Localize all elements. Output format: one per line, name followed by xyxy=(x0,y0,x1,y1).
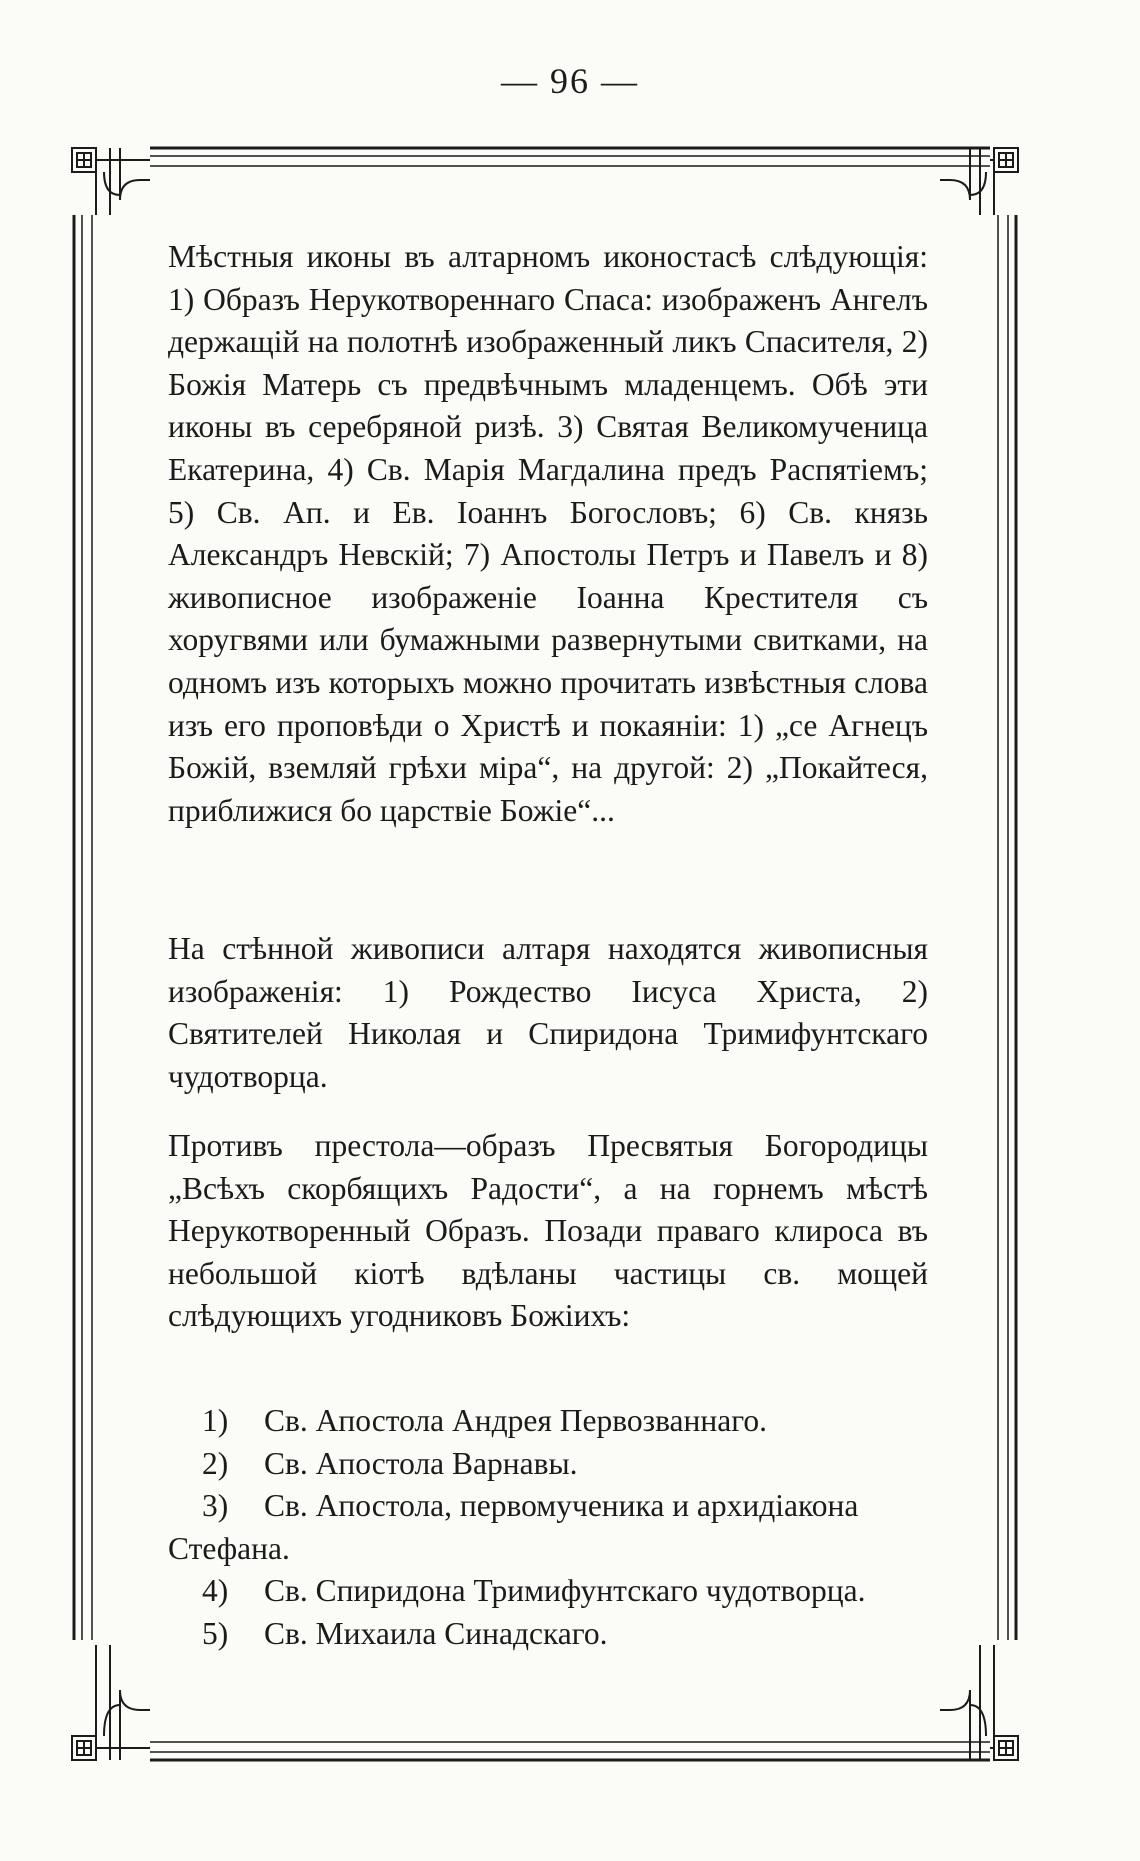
list-item xyxy=(168,1613,928,1656)
corner-ornament-top-right xyxy=(940,148,1018,215)
list-item-number: 2) xyxy=(202,1445,229,1481)
list-item-number: 4) xyxy=(202,1573,229,1609)
list-item-number: 5) xyxy=(202,1615,229,1651)
paragraph-relics-intro: Противъ престола—образъ Пресвятыя Богородицы „Всѣхъ скорбящихъ Радости“, а на горнемъ мѣстѣ Нерукотворенный Образъ. Позади праваго клироса въ небольшой кіотѣ вдѣланы частицы св. мощей слѣдующихъ угодниковъ Божіихъ: xyxy=(168,1128,928,1334)
list-item xyxy=(168,1485,928,1570)
paragraph-altar-icons: Мѣстныя иконы въ алтарномъ иконостасѣ слѣдующія: 1) Образъ Нерукотвореннаго Спаса: изображенъ Ангелъ держащій на полотнѣ изображенный ликъ Спасителя, 2) Божія Матерь съ предвѣчнымъ младенцемъ. Обѣ эти иконы въ серебряной ризѣ. 3) Святая Великомученица Екатерина, 4) Св. Марія Магдалина предъ Распятіемъ; 5) Св. Ап. и Ев. Іоаннъ Богословъ; 6) Св. князь Александръ Невскій; 7) Апостолы Петръ и Павелъ и 8) живописное изображеніе Іоанна Крестителя съ хоругвями или бумажными развернутыми свитками, на одномъ изъ которыхъ можно прочитать извѣстныя слова изъ его проповѣди о Христѣ и покаяніи: 1) „се Агнецъ Божій, вземляй грѣхи міра“, на другой: 2) „Покайтеся, приближися бо царствіе Божіе“... xyxy=(168,239,928,828)
corner-ornament-bottom-left xyxy=(72,1645,150,1760)
relics-list xyxy=(168,1400,928,1656)
paragraph-wall-painting: На стѣнной живописи алтаря находятся живописныя изображенія: 1) Рождество Іисуса Христа, 2) Святителей Николая и Спиридона Тримифунтскаго чудотворца. xyxy=(168,931,928,1094)
list-item-text: Св. Апостола, первомученика и архидіакона Стефана. xyxy=(168,1488,859,1566)
list-item-number: 3) xyxy=(202,1488,229,1524)
list-item-number: 1) xyxy=(202,1403,229,1438)
list-item xyxy=(168,1400,928,1443)
corner-ornament-top-left xyxy=(72,148,150,215)
list-item-text: Св. Спиридона Тримифунтскаго чудотворца. xyxy=(264,1573,866,1609)
list-item-text: Св. Апостола Варнавы. xyxy=(264,1445,578,1481)
list-item-text: Св. Михаила Синадскаго. xyxy=(264,1615,608,1651)
list-item xyxy=(168,1443,928,1486)
page-number: — 96 — xyxy=(501,61,639,101)
list-item-text: Св. Апостола Андрея Первозваннаго. xyxy=(264,1403,767,1438)
list-item xyxy=(168,1570,928,1613)
